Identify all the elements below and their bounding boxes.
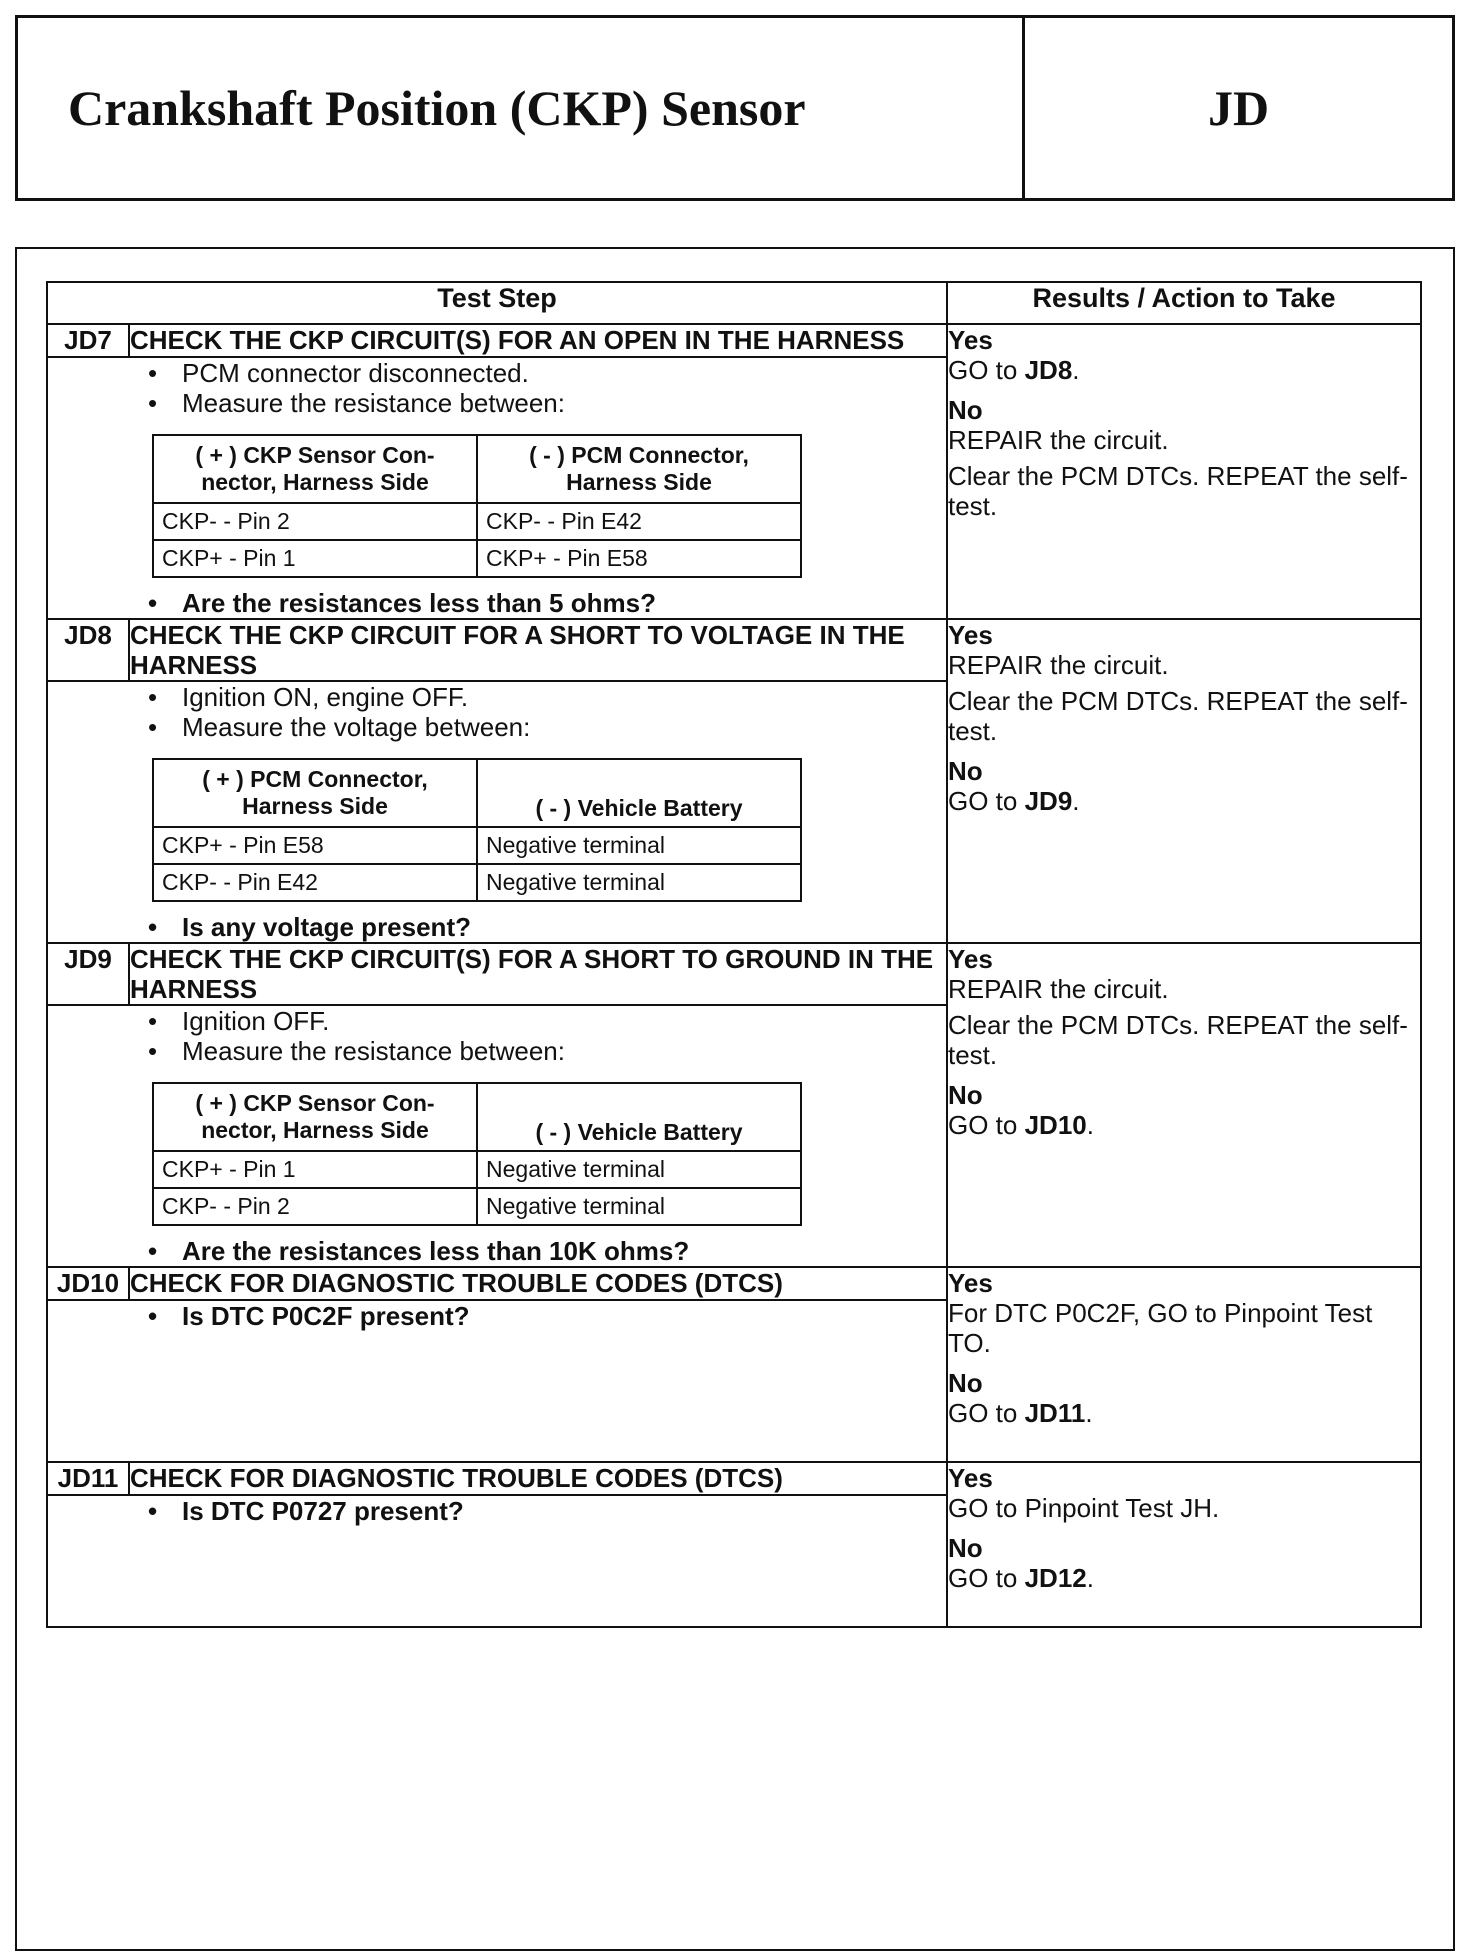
meas-cell: Negative terminal	[477, 827, 801, 864]
step-title-row	[47, 943, 1421, 1005]
meas-cell: CKP- - Pin E42	[477, 503, 801, 540]
meas-cell: Negative terminal	[477, 1188, 801, 1225]
meas-cell: CKP+ - Pin E58	[153, 827, 477, 864]
step-title-row	[47, 619, 1421, 681]
step-title: CHECK THE CKP CIRCUIT(S) FOR AN OPEN IN THE HARNESS	[129, 324, 947, 357]
yes-action: GO to Pinpoint Test JH.	[948, 1493, 1220, 1523]
step-results: Yes GO to Pinpoint Test JH. No GO to JD12.	[947, 1462, 1421, 1627]
results-header: Results / Action to Take	[947, 282, 1421, 324]
no-action: GO to	[948, 1110, 1025, 1140]
step-title-row	[47, 1462, 1421, 1495]
meas-cell: CKP+ - Pin E58	[477, 540, 801, 577]
meas-head-plus: ( + ) CKP Sensor Con-nector, Harness Side	[153, 435, 477, 503]
no-label: No	[948, 1368, 983, 1398]
test-step-header: Test Step	[47, 282, 947, 324]
step-body	[47, 1005, 947, 1267]
meas-cell: CKP- - Pin 2	[153, 503, 477, 540]
meas-head-plus: ( + ) PCM Connector, Harness Side	[153, 759, 477, 827]
step-id: JD8	[47, 619, 129, 681]
no-label: No	[948, 1080, 983, 1110]
yes-extra-action: Clear the PCM DTCs. REPEAT the self-test.	[948, 686, 1408, 746]
step-body	[47, 1300, 947, 1462]
step-bullet: • Ignition ON, engine OFF.	[142, 682, 946, 712]
no-step-ref: JD12	[1024, 1563, 1087, 1593]
table-header-row	[47, 282, 1421, 324]
step-question: • Is DTC P0727 present?	[142, 1496, 946, 1526]
step-id: JD11	[47, 1462, 129, 1495]
no-step-ref: JD11	[1024, 1398, 1086, 1428]
step-body	[47, 681, 947, 943]
test-code: JD	[1207, 80, 1270, 136]
meas-cell: Negative terminal	[477, 864, 801, 901]
step-id: JD7	[47, 324, 129, 357]
step-question: • Are the resistances less than 5 ohms?	[142, 588, 946, 618]
pinpoint-test-table	[46, 281, 1422, 1628]
no-action: GO to	[948, 1563, 1025, 1593]
yes-label: Yes	[948, 944, 993, 974]
yes-label: Yes	[948, 1268, 993, 1298]
no-label: No	[948, 756, 983, 786]
yes-label: Yes	[948, 1463, 993, 1493]
step-bullet: • Measure the resistance between:	[142, 388, 946, 418]
yes-label: Yes	[948, 620, 993, 650]
meas-head-minus: ( - ) Vehicle Battery	[477, 759, 801, 827]
yes-action: GO to	[948, 355, 1025, 385]
page-title: Crankshaft Position (CKP) Sensor	[68, 80, 806, 136]
meas-cell: CKP- - Pin 2	[153, 1188, 477, 1225]
meas-cell: Negative terminal	[477, 1151, 801, 1188]
step-bullet: • Ignition OFF.	[142, 1006, 946, 1036]
meas-cell: CKP+ - Pin 1	[153, 540, 477, 577]
step-body	[47, 357, 947, 619]
step-question: • Are the resistances less than 10K ohms?	[142, 1236, 946, 1266]
step-results: Yes GO to JD8. No REPAIR the circuit. Clear the PCM DTCs. REPEAT the self-test.	[947, 324, 1421, 619]
step-title: CHECK FOR DIAGNOSTIC TROUBLE CODES (DTCS)	[129, 1267, 947, 1300]
step-results: Yes REPAIR the circuit. Clear the PCM DTCs. REPEAT the self-test. No GO to JD9.	[947, 619, 1421, 943]
step-title-row	[47, 1267, 1421, 1300]
step-results: Yes REPAIR the circuit. Clear the PCM DTCs. REPEAT the self-test. No GO to JD10.	[947, 943, 1421, 1267]
step-bullet: • PCM connector disconnected.	[142, 358, 946, 388]
step-title: CHECK THE CKP CIRCUIT(S) FOR A SHORT TO GROUND IN THE HARNESS	[129, 943, 947, 1005]
measurement-table	[152, 434, 802, 578]
yes-step-ref: JD8	[1024, 355, 1073, 385]
no-step-ref: JD10	[1024, 1110, 1087, 1140]
no-step-ref: JD9	[1024, 786, 1073, 816]
measurement-table	[152, 1082, 802, 1226]
step-bullet: • Measure the resistance between:	[142, 1036, 946, 1066]
step-title-row	[47, 324, 1421, 357]
no-label: No	[948, 1533, 983, 1563]
page-header	[15, 15, 1455, 201]
step-id: JD10	[47, 1267, 129, 1300]
step-results: Yes For DTC P0C2F, GO to Pinpoint Test TO. No GO to JD11.	[947, 1267, 1421, 1462]
step-title: CHECK THE CKP CIRCUIT FOR A SHORT TO VOLTAGE IN THE HARNESS	[129, 619, 947, 681]
step-bullet: • Measure the voltage between:	[142, 712, 946, 742]
meas-head-minus: ( - ) Vehicle Battery	[477, 1083, 801, 1151]
no-label: No	[948, 395, 983, 425]
yes-action: For DTC P0C2F, GO to Pinpoint Test TO.	[948, 1298, 1373, 1358]
no-action: GO to	[948, 786, 1025, 816]
meas-head-plus: ( + ) CKP Sensor Con-nector, Harness Side	[153, 1083, 477, 1151]
yes-action: REPAIR the circuit.	[948, 974, 1169, 1004]
no-extra-action: Clear the PCM DTCs. REPEAT the self-test.	[948, 461, 1408, 521]
step-question: • Is DTC P0C2F present?	[142, 1301, 946, 1331]
meas-cell: CKP- - Pin E42	[153, 864, 477, 901]
step-title: CHECK FOR DIAGNOSTIC TROUBLE CODES (DTCS)	[129, 1462, 947, 1495]
meas-head-minus: ( - ) PCM Connector, Harness Side	[477, 435, 801, 503]
meas-cell: CKP+ - Pin 1	[153, 1151, 477, 1188]
step-id: JD9	[47, 943, 129, 1005]
step-question: • Is any voltage present?	[142, 912, 946, 942]
no-action: GO to	[948, 1398, 1025, 1428]
measurement-table	[152, 758, 802, 902]
yes-extra-action: Clear the PCM DTCs. REPEAT the self-test.	[948, 1010, 1408, 1070]
step-body	[47, 1495, 947, 1627]
yes-label: Yes	[948, 325, 993, 355]
yes-action: REPAIR the circuit.	[948, 650, 1169, 680]
no-action: REPAIR the circuit.	[948, 425, 1169, 455]
